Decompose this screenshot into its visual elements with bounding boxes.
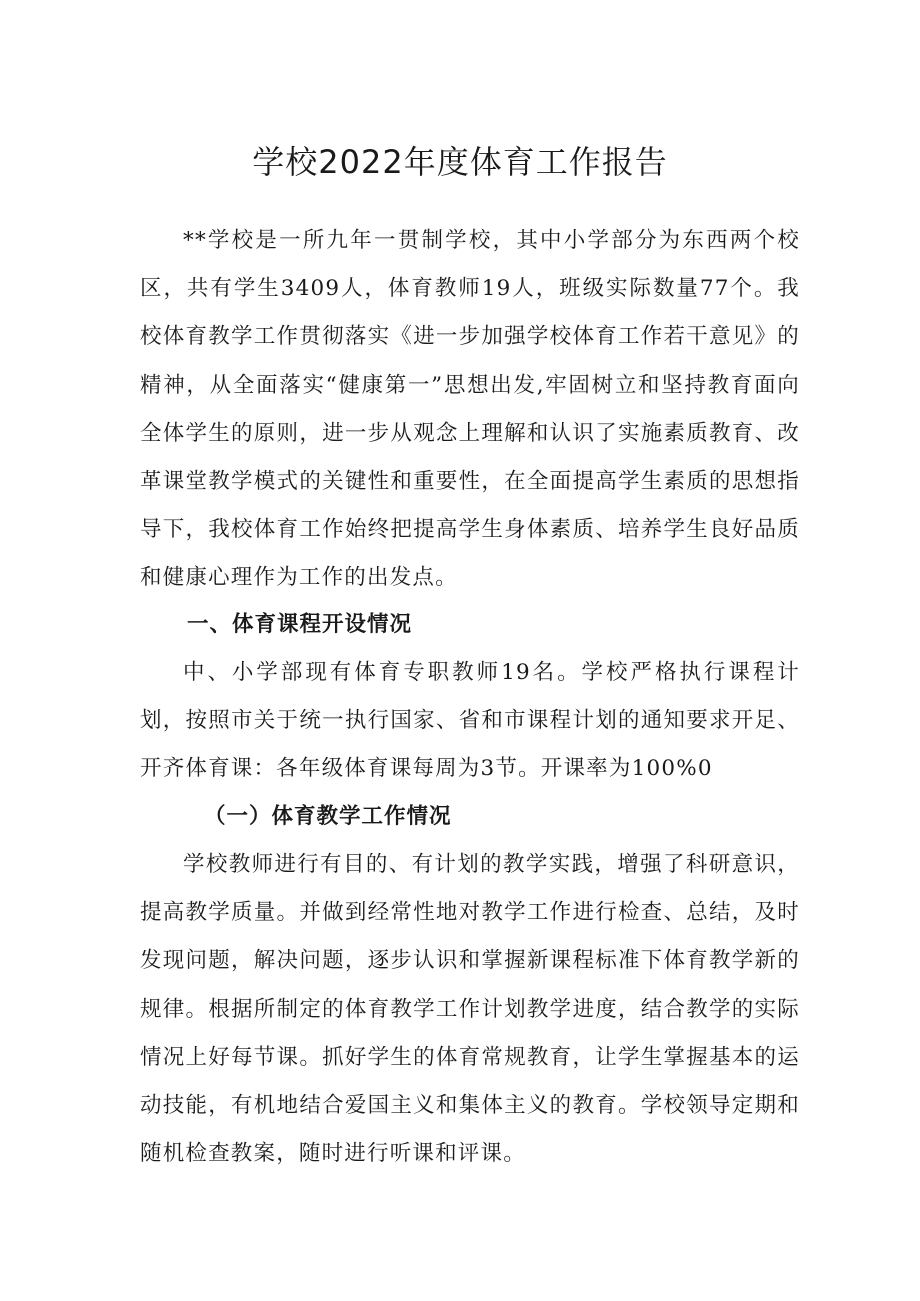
paragraph-intro: **学校是一所九年一贯制学校，其中小学部分为东西两个校区，共有学生3409人，体育教师19人，班级实际数量77个。我校体育教学工作贯彻落实《进一步加强学校体育工作若干意见》的精神，从全面落实“健康第一”思想出发,牢固树立和坚持教育面向全体学生的原则，进一步从观念上理解和认识了实施素质教育、改革课堂教学模式的关键性和重要性，在全面提高学生素质的思想指导下，我校体育工作始终把提高学生身体素质、培养学生良好品质和健康心理作为工作的出发点。: [140, 228, 800, 591]
section-heading-course: 一、体育课程开设情况: [187, 612, 413, 637]
paragraph-course: 中、小学部现有体育专职教师19名。学校严格执行课程计划，按照市关于统一执行国家、省和市课程计划的通知要求开足、开齐体育课：各年级体育课每周为3节。开课率为100%0: [140, 660, 800, 782]
document-title: 学校2022年度体育工作报告: [252, 143, 668, 181]
subsection-heading-teaching: （一）体育教学工作情况: [204, 804, 452, 829]
paragraph-teaching: 学校教师进行有目的、有计划的教学实践，增强了科研意识，提高教学质量。并做到经常性地对教学工作进行检查、总结，及时发现问题，解决问题，逐步认识和掌握新课程标准下体育教学新的规律。根据所制定的体育教学工作计划教学进度，结合教学的实际情况上好每节课。抓好学生的体育常规教育，让学生掌握基本的运动技能，有机地结合爱国主义和集体主义的教育。学校领导定期和随机检查教案，随时进行听课和评课。: [140, 852, 800, 1167]
